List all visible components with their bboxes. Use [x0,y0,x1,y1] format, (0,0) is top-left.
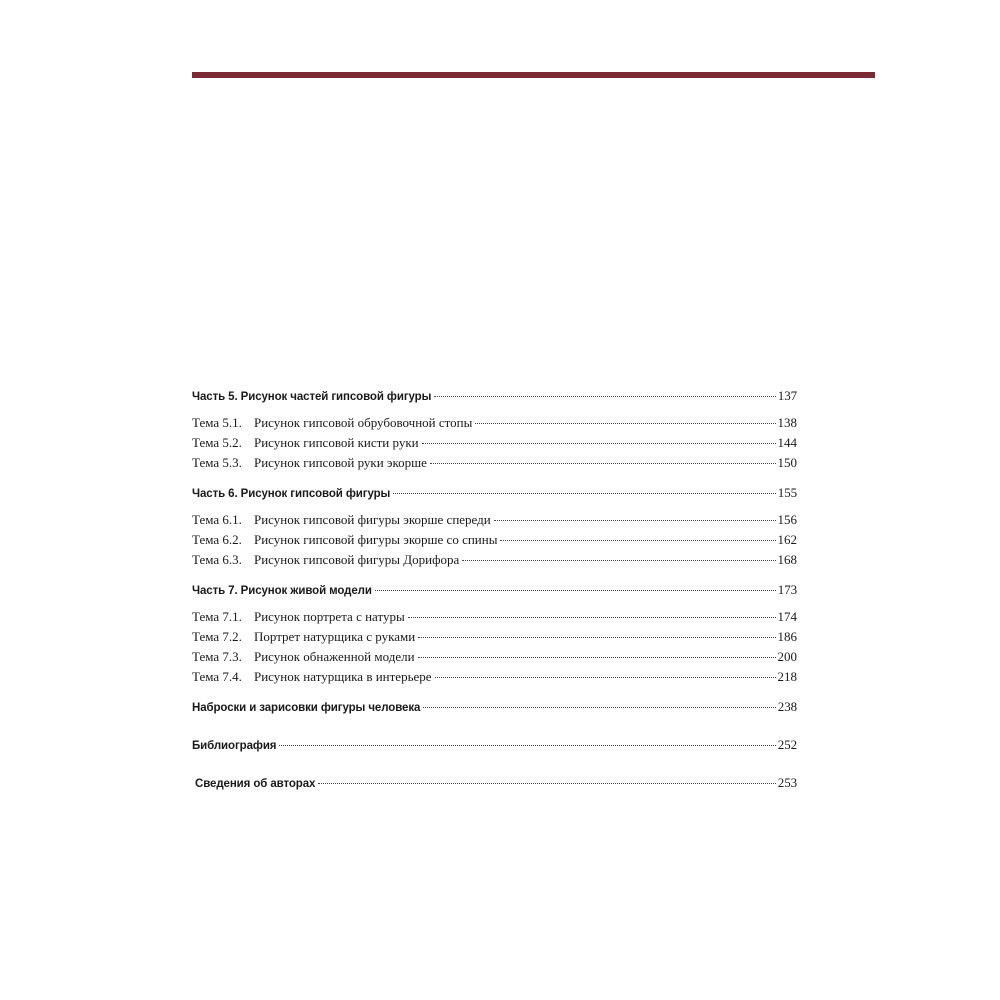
toc-entry-title: Сведения об авторах [195,778,316,790]
dot-leader [423,707,776,708]
toc-page-number: 253 [777,775,797,790]
toc-topic-number: Тема 6.3. [192,552,242,567]
toc-page-number: 252 [777,737,797,752]
dot-leader [500,540,775,541]
toc-topic-7-4[interactable] [192,667,797,687]
dot-leader [494,520,776,521]
toc-topic-number: Тема 7.4. [192,669,242,684]
toc-topic-number: Тема 7.1. [192,609,242,624]
toc-page-number: 238 [777,699,797,714]
toc-topic-6-1[interactable] [192,510,797,530]
header-rule [192,72,875,78]
dot-leader [430,463,776,464]
toc-page-number: 186 [777,629,797,644]
toc-entry-title: Наброски и зарисовки фигуры человека [192,702,421,714]
toc-page-number: 162 [777,532,797,547]
toc-page-number: 138 [777,415,797,430]
toc-topic-7-2[interactable] [192,627,797,647]
toc-page-number: 144 [777,435,797,450]
toc-entry-title: Рисунок гипсовой обрубовочной стопы [254,415,473,430]
toc-topic-number: Тема 6.2. [192,532,242,547]
dot-leader [318,783,776,784]
toc-topic-5-2[interactable] [192,433,797,453]
toc-entry-title: Рисунок портрета с натуры [254,609,405,624]
toc-topic-number: Тема 7.3. [192,649,242,664]
toc-entry-title: Часть 7. Рисунок живой модели [192,585,372,597]
dot-leader [418,657,776,658]
dot-leader [462,560,775,561]
toc-authors[interactable] [192,773,797,793]
toc-entry-title: Портрет натурщика с руками [254,629,416,644]
dot-leader [475,423,775,424]
toc-topic-number: Тема 5.3. [192,455,242,470]
toc-page-number: 218 [777,669,797,684]
toc-topic-5-1[interactable] [192,413,797,433]
toc-page-number: 200 [777,649,797,664]
toc-page-number: 155 [777,485,797,500]
dot-leader [408,617,776,618]
toc-entry-title: Часть 6. Рисунок гипсовой фигуры [192,488,391,500]
dot-leader [422,443,776,444]
toc-entry-title: Часть 5. Рисунок частей гипсовой фигуры [192,391,432,403]
toc-topic-number: Тема 7.2. [192,629,242,644]
dot-leader [434,396,775,397]
dot-leader [418,637,775,638]
toc-page-number: 174 [777,609,797,624]
dot-leader [279,745,775,746]
toc-part-5[interactable] [192,386,797,406]
toc-sketches[interactable] [192,697,797,717]
toc-topic-6-2[interactable] [192,530,797,550]
toc-topic-number: Тема 5.1. [192,415,242,430]
toc-page-number: 137 [777,388,797,403]
toc-topic-7-1[interactable] [192,607,797,627]
toc-entry-title: Рисунок гипсовой фигуры экорше спереди [254,512,491,527]
toc-topic-5-3[interactable] [192,453,797,473]
toc-page-number: 173 [777,582,797,597]
dot-leader [393,493,776,494]
toc-bibliography[interactable] [192,735,797,755]
toc-entry-title: Рисунок гипсовой фигуры экорше со спины [254,532,498,547]
toc-part-6[interactable] [192,483,797,503]
toc-part-7[interactable] [192,580,797,600]
toc-entry-title: Библиография [192,740,277,752]
toc-entry-title: Рисунок гипсовой фигуры Дорифора [254,552,460,567]
toc-entry-title: Рисунок гипсовой руки экорше [254,455,427,470]
toc-page-number: 150 [777,455,797,470]
toc-topic-number: Тема 6.1. [192,512,242,527]
toc-topic-6-3[interactable] [192,550,797,570]
dot-leader [375,590,776,591]
toc-topic-7-3[interactable] [192,647,797,667]
dot-leader [435,677,776,678]
toc-page-number: 168 [777,552,797,567]
toc-entry-title: Рисунок гипсовой кисти руки [254,435,419,450]
table-of-contents [192,386,797,793]
toc-entry-title: Рисунок обнаженной модели [254,649,415,664]
toc-topic-number: Тема 5.2. [192,435,242,450]
toc-entry-title: Рисунок натурщика в интерьере [254,669,432,684]
toc-page-number: 156 [777,512,797,527]
